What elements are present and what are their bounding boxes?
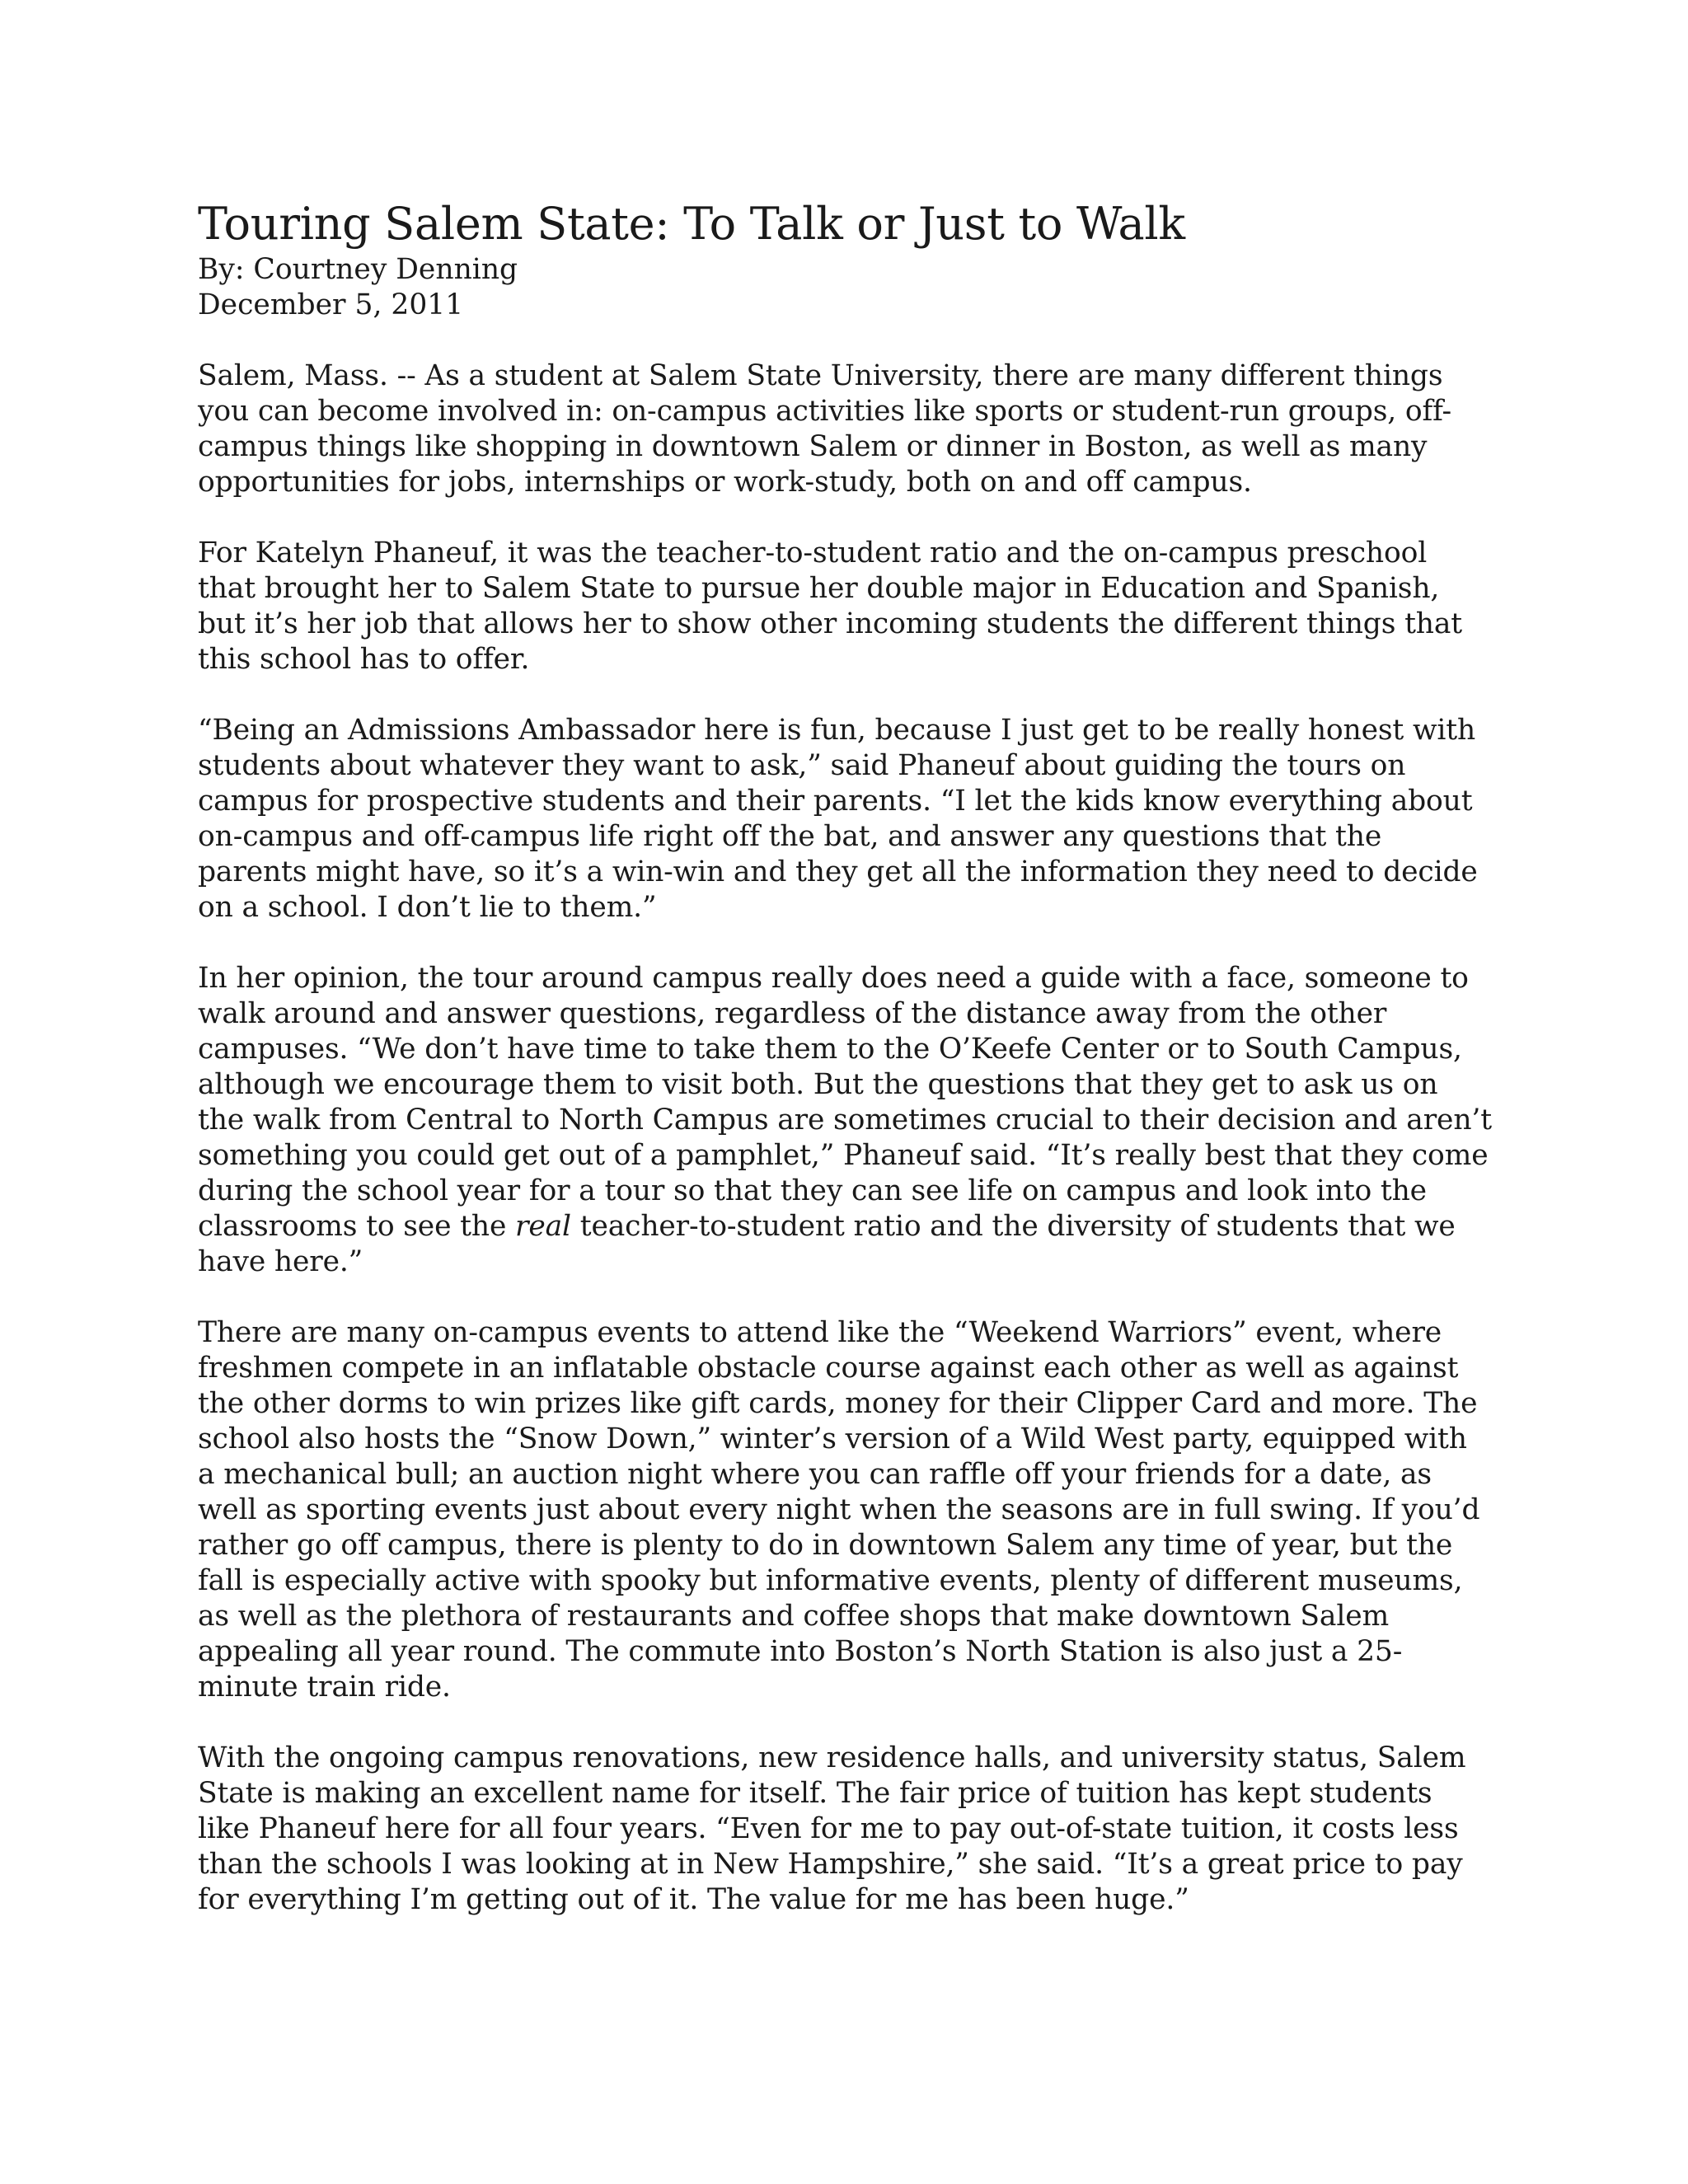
paragraph-4-text-after-italic: teacher-to-student ratio and the diversity of students that we have here.” [198, 1210, 1456, 1278]
paragraph-4-text-before-italic: In her opinion, the tour around campus really does need a guide with a face, someone to walk around and answer questions, regardless of the distance away from the other campuses. “We don’t have time to take them to the O’Keefe Center or to South Campus, although we encourage them to visit both. But the questions that they get to ask us on the walk from Central to North Campus are sometimes crucial to their decision and aren’t something you could get out of a pamphlet,” Phaneuf said. “It’s really best that they come during the school year for a tour so that they can see life on campus and look into the classrooms to see the [198, 962, 1492, 1243]
article-date: December 5, 2011 [198, 288, 464, 321]
article-paragraph-5: There are many on-campus events to attend like the “Weekend Warriors” event, where freshmen compete in an inflatable obstacle course against each other as well as against the other dorms to win prizes like gift cards, money for their Clipper Card and more. The school also hosts the “Snow Down,” winter’s version of a Wild West party, equipped with a mechanical bull; an auction night where you can raffle off your friends for a date, as well as sporting events just about every night when the seasons are in full swing. If you’d rather go off campus, there is plenty to do in downtown Salem any time of year, but the fall is especially active with spooky but informative events, plenty of different museums, as well as the plethora of restaurants and coffee shops that make downtown Salem appealing all year round. The commute into Boston’s North Station is also just a 25-minute train ride. [198, 1316, 1480, 1704]
document-page [198, 196, 1492, 1918]
article-paragraph-1: Salem, Mass. -- As a student at Salem State University, there are many different things you can become involved in: on-campus activities like sports or student-run groups, off-campus things like shopping in downtown Salem or dinner in Boston, as well as many opportunities for jobs, internships or work-study, both on and off campus. [198, 359, 1452, 499]
article-paragraph-2: For Katelyn Phaneuf, it was the teacher-to-student ratio and the on-campus preschool that brought her to Salem State to pursue her double major in Education and Spanish, but it’s her job that allows her to show other incoming students the different things that this school has to offer. [198, 537, 1463, 676]
article-paragraph-6: With the ongoing campus renovations, new residence halls, and university status, Salem State is making an excellent name for itself. The fair price of tuition has kept students like Phaneuf here for all four years. “Even for me to pay out-of-state tuition, it costs less than the schools I was looking at in New Hampshire,” she said. “It’s a great price to pay for everything I’m getting out of it. The value for me has been huge.” [198, 1741, 1466, 1916]
article-title: Touring Salem State: To Talk or Just to Walk [198, 198, 1185, 250]
paragraph-4-italic-word: real [515, 1210, 571, 1243]
article-paragraph-4 [198, 961, 1492, 1280]
article-byline: By: Courtney Denning [198, 253, 518, 286]
article-paragraph-3: “Being an Admissions Ambassador here is fun, because I just get to be really honest with students about whatever they want to ask,” said Phaneuf about guiding the tours on campus for prospective students and their parents. “I let the kids know everything about on-campus and off-campus life right off the bat, and answer any questions that the parents might have, so it’s a win-win and they get all the information they need to decide on a school. I don’t lie to them.” [198, 714, 1478, 924]
